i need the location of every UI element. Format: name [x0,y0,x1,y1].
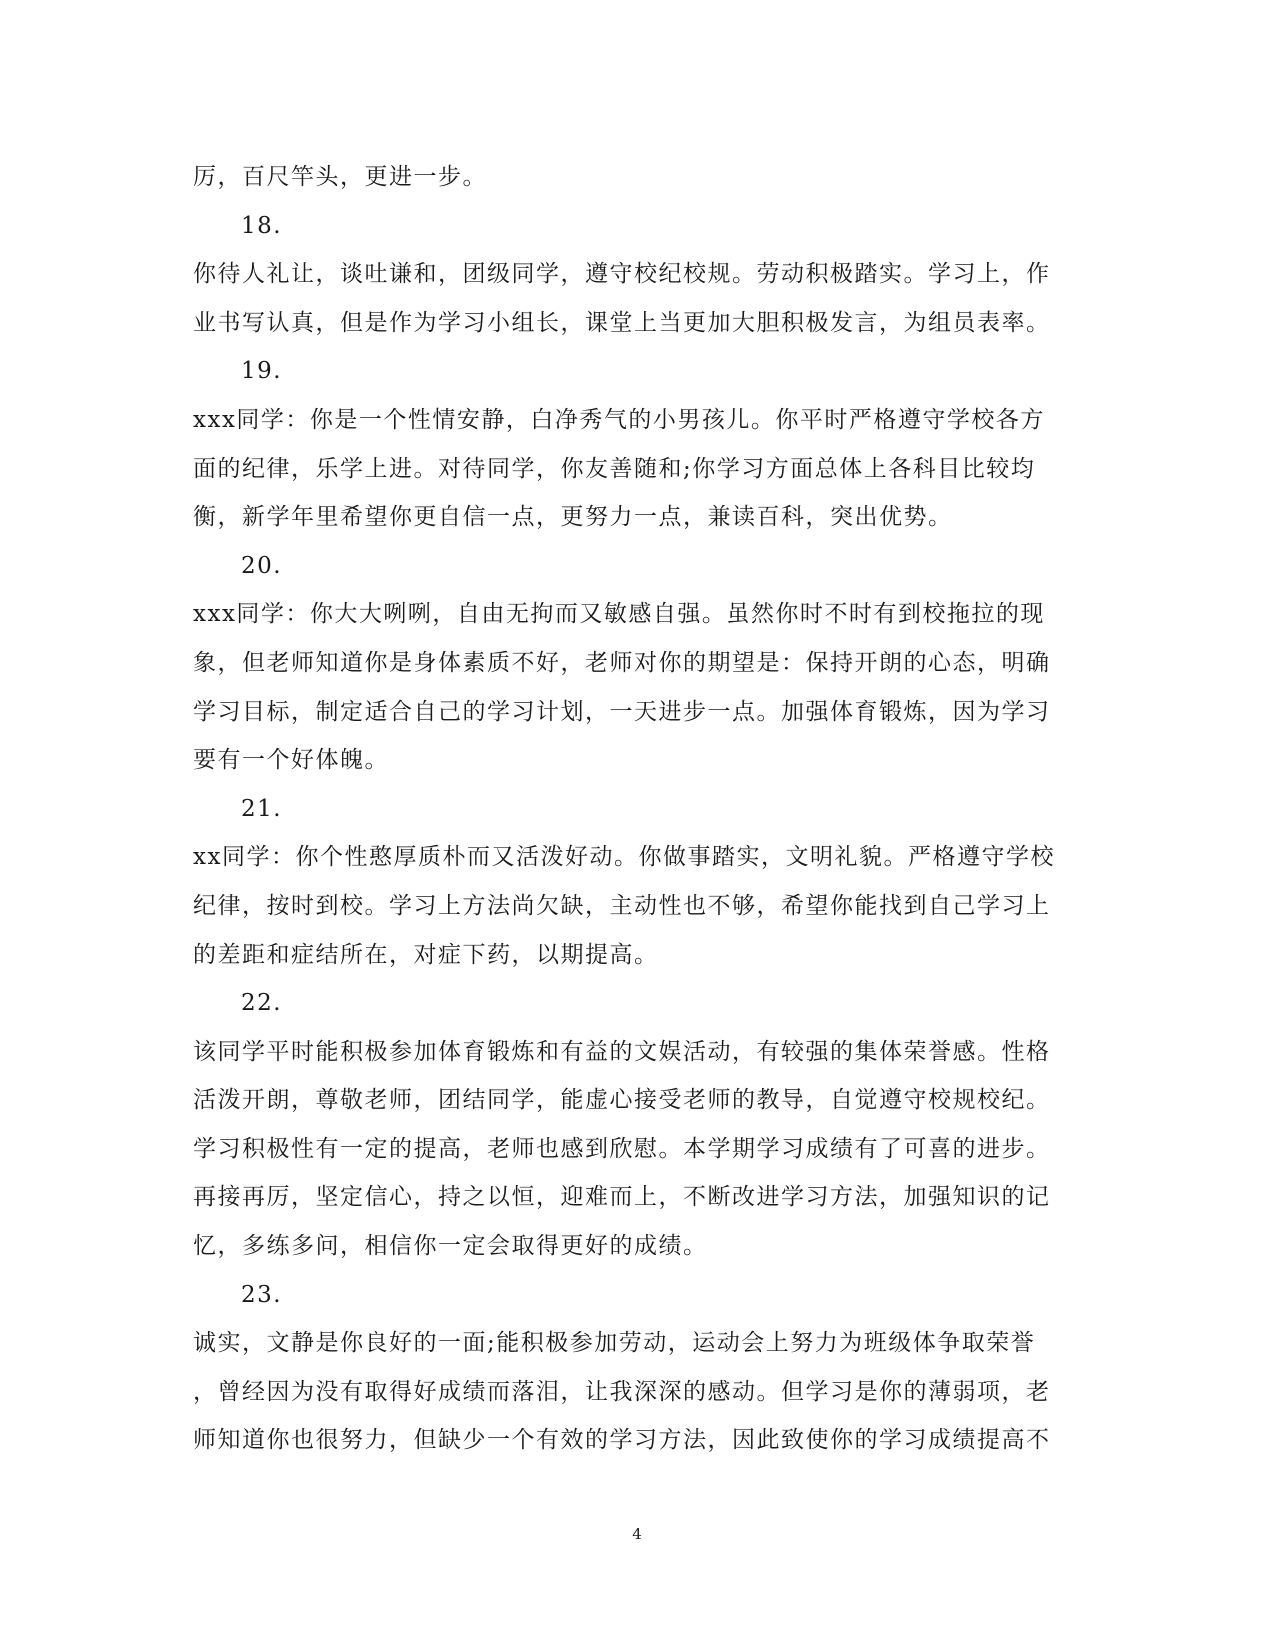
text-line: 活泼开朗，尊敬老师，团结同学，能虚心接受老师的教导，自觉遵守校规校纪。 [193,1087,1051,1114]
text-line: ，曾经因为没有取得好成绩而落泪，让我深深的感动。但学习是你的薄弱项，老 [193,1378,1051,1405]
item-number: 21. [241,795,283,822]
item-number: 19. [241,358,283,385]
text-line: 忆，多练多问，相信你一定会取得更好的成绩。 [193,1233,708,1260]
text-line: 学习目标，制定适合自己的学习计划，一天进步一点。加强体育锻炼，因为学习 [193,698,1051,725]
text-line: 纪律，按时到校。学习上方法尚欠缺，主动性也不够，希望你能找到自己学习上 [193,892,1051,919]
text-line: 厉，百尺竿头，更进一步。 [193,164,487,190]
text-line: 再接再厉，坚定信心，持之以恒，迎难而上，不断改进学习方法，加强知识的记 [193,1184,1051,1211]
text-line: 的差距和症结所在，对症下药，以期提高。 [193,941,659,968]
text-line: xxx同学：你大大咧咧，自由无拘而又敏感自强。虽然你时不时有到校拖拉的现 [193,601,1045,628]
text-line: 师知道你也很努力，但缺少一个有效的学习方法，因此致使你的学习成绩提高不 [193,1427,1051,1454]
text-line: 你待人礼让，谈吐谦和，团级同学，遵守校纪校规。劳动积极踏实。学习上，作 [193,261,1051,288]
text-line: 要有一个好体魄。 [193,747,389,774]
text-line: 业书写认真，但是作为学习小组长，课堂上当更加大胆积极发言，为组员表率。 [193,309,1051,336]
text-line: 衡，新学年里希望你更自信一点，更努力一点，兼读百科，突出优势。 [193,504,953,531]
item-number: 18. [241,212,283,239]
item-number: 23. [241,1281,283,1308]
text-line: xx同学：你个性憨厚质朴而又活泼好动。你做事踏实，文明礼貌。严格遵守学校 [193,844,1055,871]
text-line: 面的纪律，乐学上进。对待同学，你友善随和;你学习方面总体上各科目比较均 [193,455,1036,482]
text-line: 诚实，文静是你良好的一面;能积极参加劳动，运动会上努力为班级体争取荣誉 [193,1330,1036,1357]
text-line: 学习积极性有一定的提高，老师也感到欣慰。本学期学习成绩有了可喜的进步。 [193,1135,1051,1162]
item-number: 22. [241,990,283,1017]
document-body [193,153,1073,1465]
page-number: 4 [632,1525,642,1543]
text-line: 该同学平时能积极参加体育锻炼和有益的文娱活动，有较强的集体荣誉感。性格 [193,1038,1051,1065]
text-line: xxx同学：你是一个性情安静，白净秀气的小男孩儿。你平时严格遵守学校各方 [193,406,1045,433]
item-number: 20. [241,552,283,579]
text-line: 象，但老师知道你是身体素质不好，老师对你的期望是：保持开朗的心态，明确 [193,649,1051,676]
